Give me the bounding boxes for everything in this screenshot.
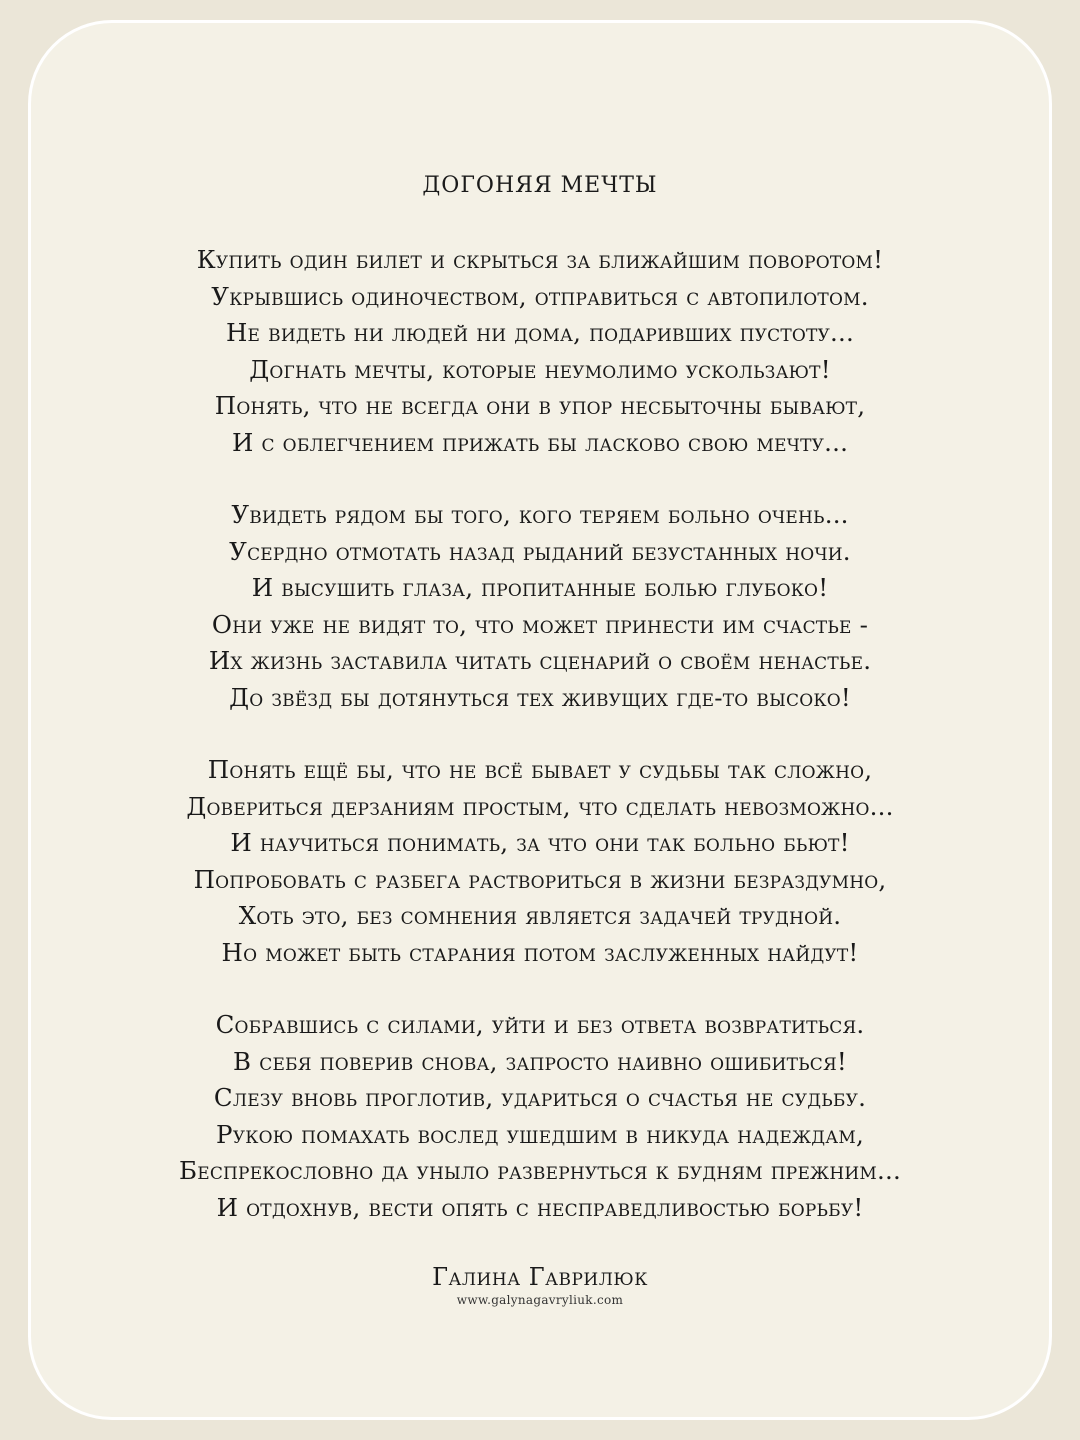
poem-line: Купить один билет и скрыться за ближайшим поворотом! xyxy=(196,245,884,274)
poem-line: Рукою помахать вослед ушедшим в никуда надеждам, xyxy=(216,1119,864,1149)
poem-line: И высушить глаза, пропитанные болью глубоко! xyxy=(251,573,829,602)
poem-line: Понять ещё бы, что не всё бывает у судьбы так сложно, xyxy=(207,755,873,784)
poem-line: Не видеть ни людей ни дома, подаривших пустоту... xyxy=(225,318,854,347)
poem-line: Довериться дерзаниям простым, что сделать невозможно... xyxy=(186,791,894,821)
poem-line: Увидеть рядом бы того, кого теряем больно очень... xyxy=(231,500,849,529)
poem-title: ДОГОНЯЯ МЕЧТЫ xyxy=(422,173,658,198)
poem xyxy=(0,168,1080,1308)
poem-line: Понять, что не всегда они в упор несбыточны бывают, xyxy=(214,391,866,420)
poem-line: До звёзд бы дотянуться тех живущих где-то высоко! xyxy=(229,682,851,712)
poem-line: В себя поверив снова, запросто наивно ошибиться! xyxy=(233,1046,847,1076)
poem-line: И научиться понимать, за что они так больно бьют! xyxy=(230,828,850,857)
poem-line: Но может быть старания потом заслуженных найдут! xyxy=(221,937,859,967)
author-website: www.galynagavryliuk.com xyxy=(456,1293,624,1307)
poem-line: Собравшись с силами, уйти и без ответа возвратиться. xyxy=(215,1010,865,1039)
poem-line: Слезу вновь проглотив, удариться о счастья не судьбу. xyxy=(213,1083,867,1112)
stanza-3 xyxy=(0,752,1080,971)
stanza-4 xyxy=(0,1007,1080,1226)
poem-line: Беспрекословно да уныло развернуться к будням прежним... xyxy=(179,1156,901,1185)
poem-line: Их жизнь заставила читать сценарий о своём ненастье. xyxy=(208,646,872,675)
poem-line: Усердно отмотать назад рыданий безустанных ночи. xyxy=(229,536,851,566)
stanza-2 xyxy=(0,497,1080,716)
poem-line: И отдохнув, вести опять с несправедливостью борьбу! xyxy=(216,1192,864,1222)
poem-line: Догнать мечты, которые неумолимо ускользают! xyxy=(249,354,831,384)
stanza-1 xyxy=(0,242,1080,461)
poem-line: Попробовать с разбега раствориться в жизни безраздумно, xyxy=(193,864,887,894)
poem-line: Хоть это, без сомнения является задачей трудной. xyxy=(238,901,842,930)
poem-line: Укрывшись одиночеством, отправиться с автопилотом. xyxy=(211,281,869,311)
poem-line: И с облегчением прижать бы ласково свою мечту... xyxy=(231,427,849,457)
author-name: Галина Гаврилюк xyxy=(432,1263,648,1291)
poem-line: Они уже не видят то, что может принести им счастье - xyxy=(211,609,869,639)
